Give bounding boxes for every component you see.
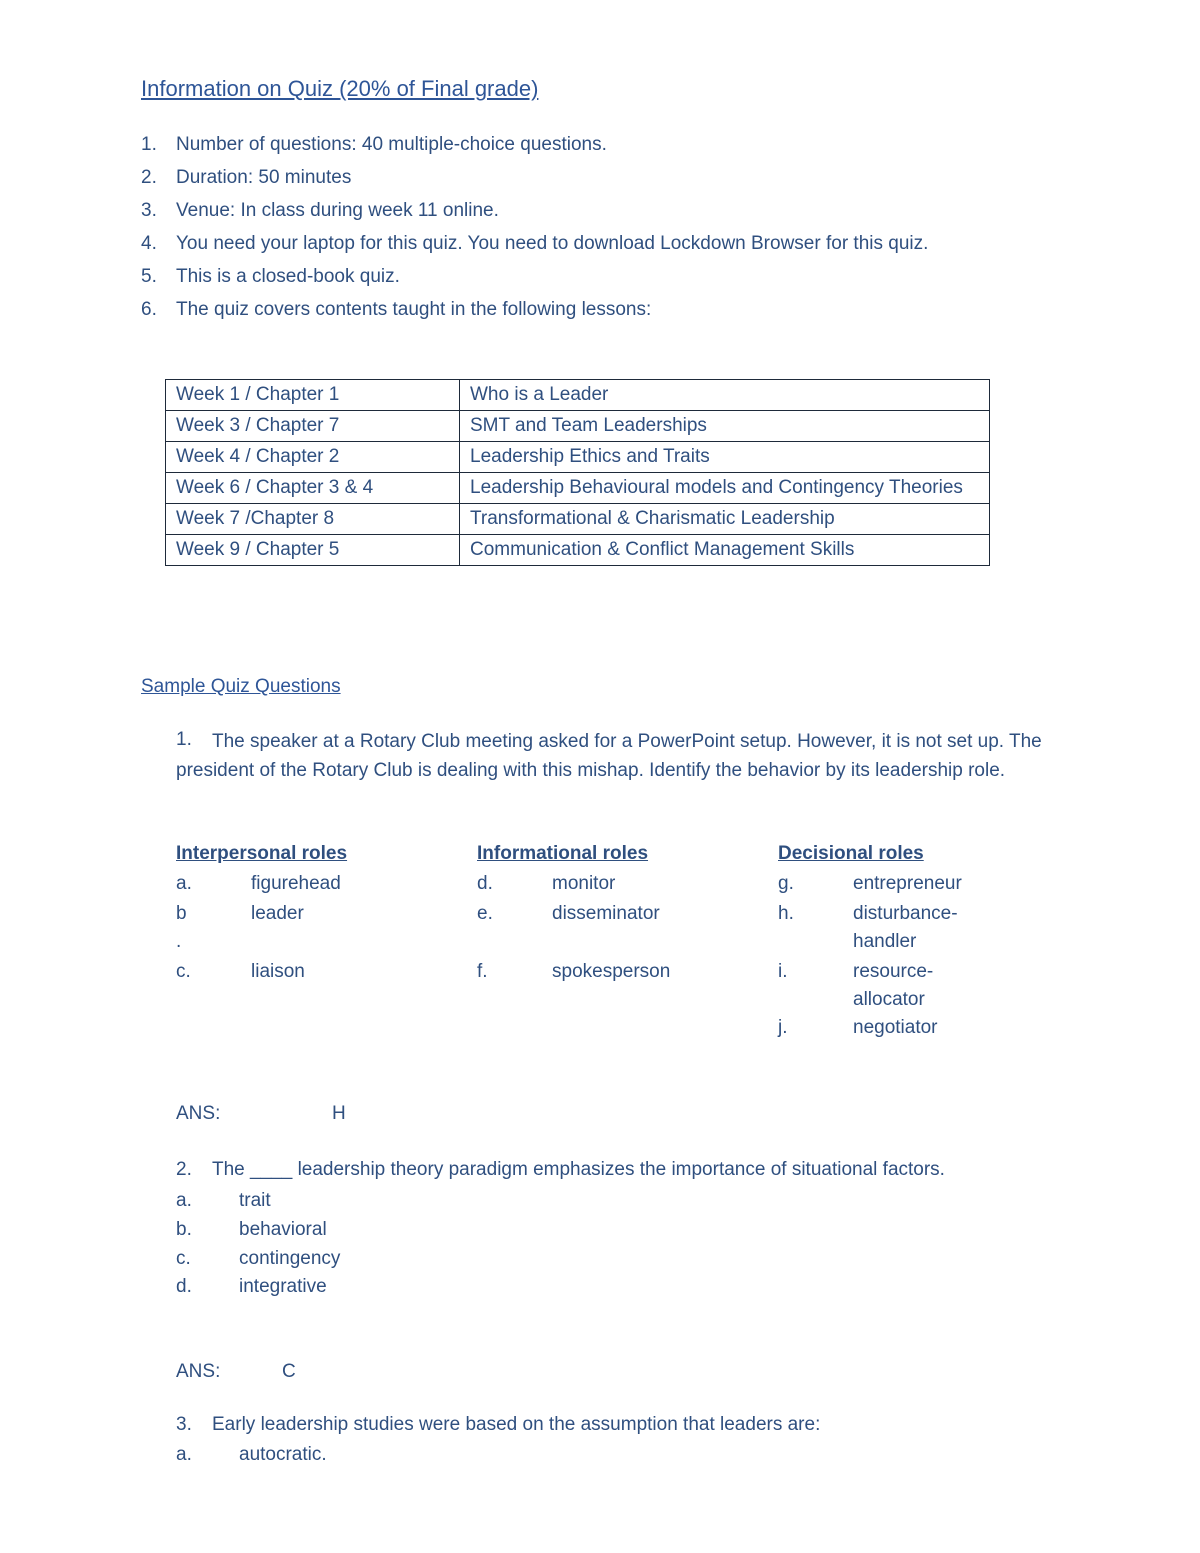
option-letter: a. — [176, 873, 192, 894]
option-letter: g. — [778, 873, 794, 894]
table-cell-week: Week 3 / Chapter 7 — [166, 411, 460, 442]
table-cell-topic: Transformational & Charismatic Leadership — [460, 504, 990, 535]
option-label: trait — [239, 1190, 271, 1211]
option-label: autocratic. — [239, 1444, 327, 1465]
option-letter: a. — [176, 1444, 192, 1465]
quiz-info-list — [141, 132, 928, 330]
option-label: spokesperson — [552, 961, 671, 982]
table-row — [166, 411, 990, 442]
table-row — [166, 380, 990, 411]
option-label: figurehead — [251, 873, 341, 894]
informational-roles-heading: Informational roles — [477, 843, 649, 864]
question-number: 3. — [176, 1414, 192, 1435]
table-cell-week: Week 6 / Chapter 3 & 4 — [166, 473, 460, 504]
option-letter: a. — [176, 1190, 192, 1211]
table-cell-week: Week 7 /Chapter 8 — [166, 504, 460, 535]
table-cell-week: Week 4 / Chapter 2 — [166, 442, 460, 473]
option-label: disseminator — [552, 903, 660, 924]
option-label: contingency — [239, 1248, 341, 1269]
option-label-cont: handler — [853, 931, 917, 952]
answer-label: ANS: — [176, 1103, 221, 1124]
option-label: entrepreneur — [853, 873, 962, 894]
option-letter: c. — [176, 1248, 191, 1269]
table-row — [166, 442, 990, 473]
question-text: Early leadership studies were based on the assumption that leaders are: — [212, 1414, 821, 1435]
lessons-table — [165, 379, 990, 566]
list-item: 6. The quiz covers contents taught in the following lessons: — [141, 299, 652, 320]
table-cell-topic: Who is a Leader — [460, 380, 990, 411]
decisional-roles-heading: Decisional roles — [778, 843, 924, 864]
option-label: resource- — [853, 961, 934, 982]
option-letter: d. — [477, 873, 493, 894]
list-item: 5. This is a closed-book quiz. — [141, 266, 400, 287]
option-label: leader — [251, 903, 304, 924]
answer-value: C — [282, 1361, 296, 1382]
page-title: Information on Quiz (20% of Final grade) — [141, 76, 539, 101]
option-label: liaison — [251, 961, 305, 982]
table-cell-week: Week 9 / Chapter 5 — [166, 535, 460, 566]
table-cell-topic: SMT and Team Leaderships — [460, 411, 990, 442]
table-cell-topic: Leadership Ethics and Traits — [460, 442, 990, 473]
question-number: 1. — [176, 729, 192, 750]
option-letter: c. — [176, 961, 191, 982]
list-item: 1. Number of questions: 40 multiple-choice questions. — [141, 134, 607, 155]
option-label-cont: allocator — [853, 989, 925, 1010]
table-row — [166, 504, 990, 535]
list-item: 3. Venue: In class during week 11 online. — [141, 200, 499, 221]
option-letter: i. — [778, 961, 788, 982]
option-letter: f. — [477, 961, 488, 982]
table-cell-topic: Communication & Conflict Management Skills — [460, 535, 990, 566]
list-item: 4. You need your laptop for this quiz. You need to download Lockdown Browser for this quiz. — [141, 233, 929, 254]
table-cell-week: Week 1 / Chapter 1 — [166, 380, 460, 411]
table-row — [166, 473, 990, 504]
table-cell-topic: Leadership Behavioural models and Contingency Theories — [460, 473, 990, 504]
question-text: The speaker at a Rotary Club meeting asked for a PowerPoint setup. However, it is not set up. The president of the Rotary Club is dealing with this mishap. Identify the behavior by its leadership role. — [176, 731, 1042, 781]
option-label: disturbance- — [853, 903, 958, 924]
answer-label: ANS: — [176, 1361, 221, 1382]
option-letter-dot: . — [176, 931, 182, 952]
answer-value: H — [332, 1103, 346, 1124]
option-letter: e. — [477, 903, 493, 924]
table-row — [166, 535, 990, 566]
list-item: 2. Duration: 50 minutes — [141, 167, 352, 188]
interpersonal-roles-heading: Interpersonal roles — [176, 843, 348, 864]
question-text: The ____ leadership theory paradigm emphasizes the importance of situational factors. — [212, 1159, 945, 1180]
option-letter: j. — [778, 1017, 788, 1038]
question-number: 2. — [176, 1159, 192, 1180]
option-label: behavioral — [239, 1219, 327, 1240]
option-label: integrative — [239, 1276, 327, 1297]
option-letter: b. — [176, 1219, 192, 1240]
option-letter: b — [176, 903, 187, 924]
sample-questions-heading: Sample Quiz Questions — [141, 676, 341, 697]
option-label: monitor — [552, 873, 616, 894]
option-letter: h. — [778, 903, 794, 924]
option-label: negotiator — [853, 1017, 938, 1038]
option-letter: d. — [176, 1276, 192, 1297]
